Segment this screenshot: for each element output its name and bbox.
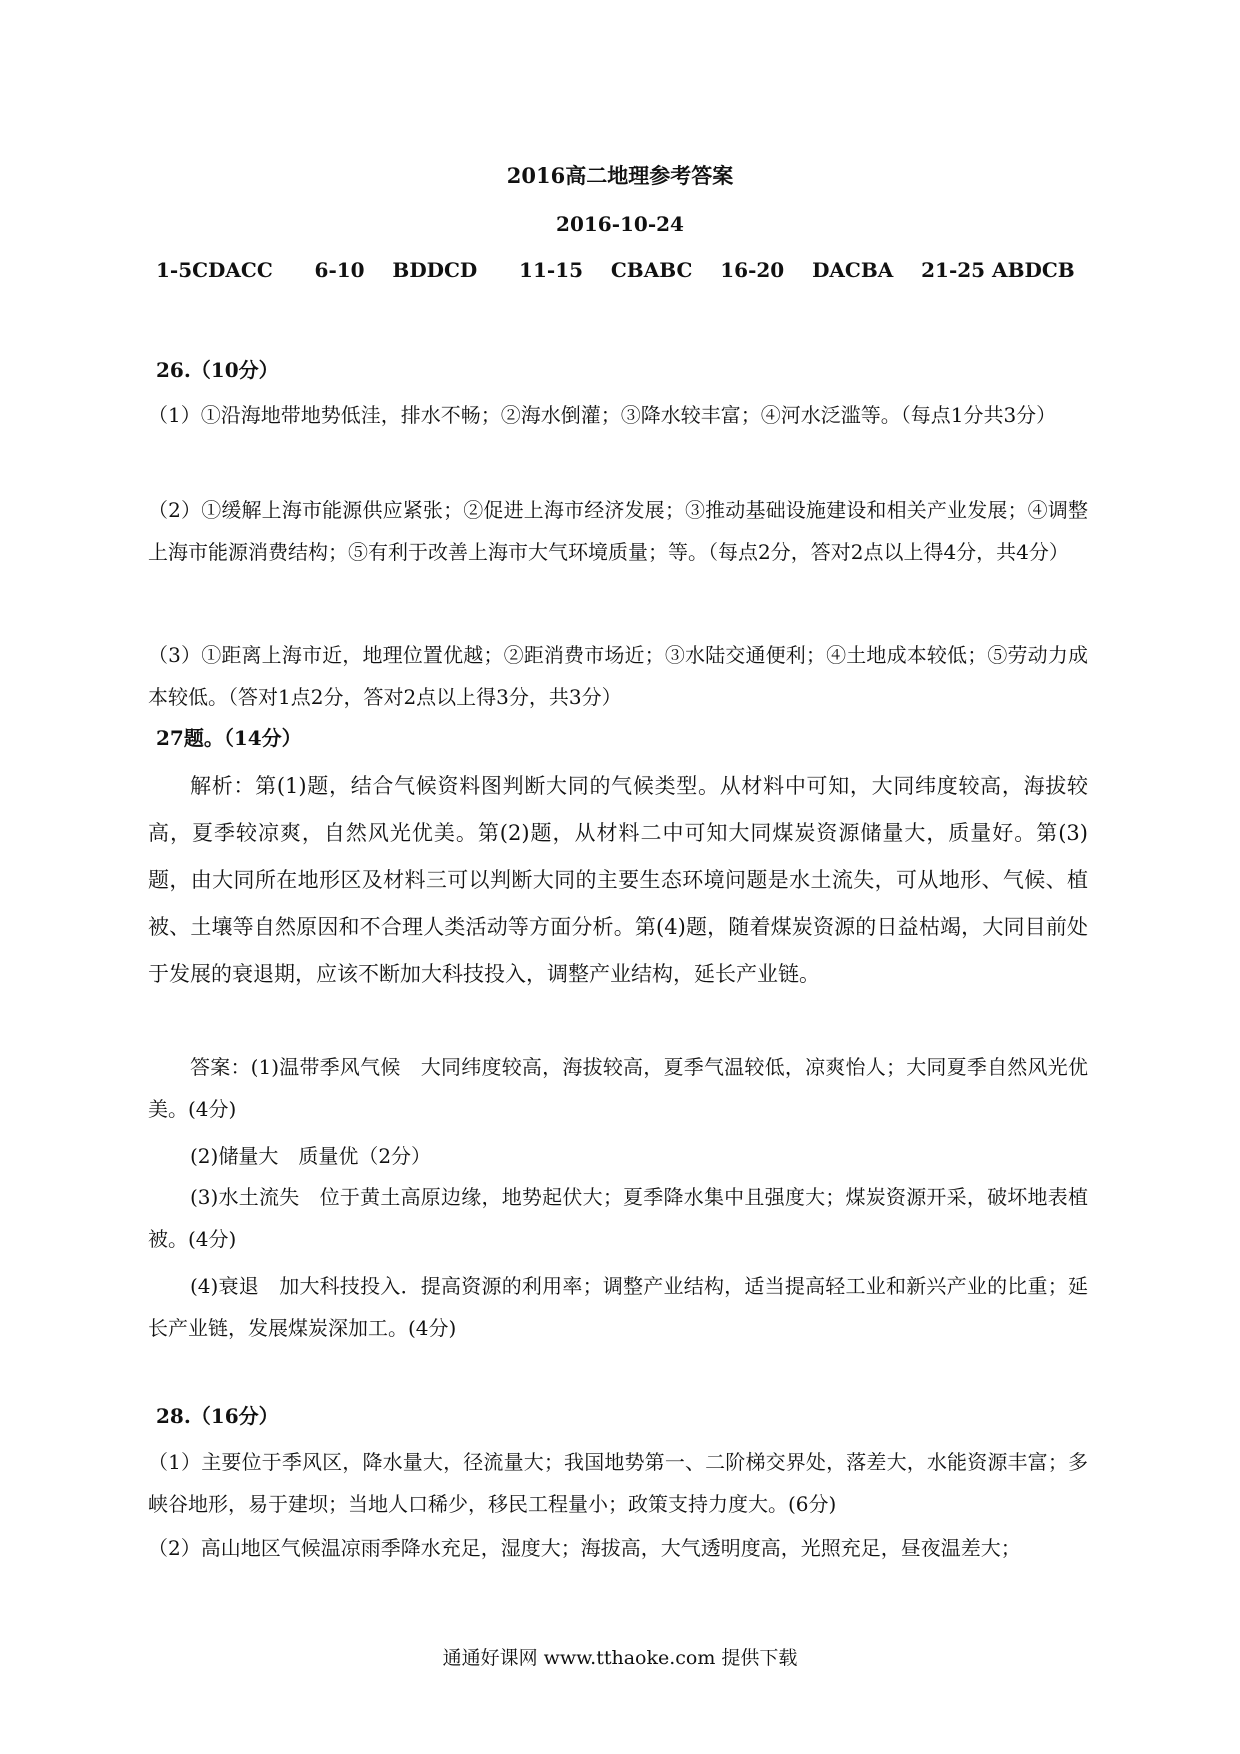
q27-answer-3: (3)水土流失 位于黄土高原边缘，地势起伏大；夏季降水集中且强度大；煤炭资源开采，破坏地表植被。(4分) <box>148 1185 1088 1251</box>
q27-answer-1: 答案：(1)温带季风气候 大同纬度较高，海拔较高，夏季气温较低，凉爽怡人；大同夏季自然风光优美。(4分) <box>148 1055 1088 1121</box>
q26-part3: （3）①距离上海市近，地理位置优越；②距消费市场近；③水陆交通便利；④土地成本较低；⑤劳动力成本较低。（答对1点2分，答对2点以上得3分，共3分） <box>148 643 1088 709</box>
q27-header: 27题。（14分） <box>156 726 302 750</box>
q28-header: 28.（16分） <box>156 1404 279 1428</box>
q27-answer-2: (2)储量大 质量优（2分） <box>190 1144 432 1168</box>
q26-part1: （1）①沿海地带地势低洼，排水不畅；②海水倒灌；③降水较丰富；④河水泛滥等。（每点1分共3分） <box>148 403 1057 427</box>
q26-part2: （2）①缓解上海市能源供应紧张；②促进上海市经济发展；③推动基础设施建设和相关产业发展；④调整上海市能源消费结构；⑤有利于改善上海市大气环境质量；等。（每点2分，答对2点以上得4分，共4分） <box>148 498 1088 564</box>
q27-analysis: 解析：第(1)题，结合气候资料图判断大同的气候类型。从材料中可知，大同纬度较高，海拔较高，夏季较凉爽，自然风光优美。第(2)题，从材料二中可知大同煤炭资源储量大，质量好。第(3)题，由大同所在地形区及材料三可以判断大同的主要生态环境问题是水土流失，可从地形、气候、植被、土壤等自然原因和不合理人类活动等方面分析。第(4)题，随着煤炭资源的日益枯竭，大同目前处于发展的衰退期，应该不断加大科技投入，调整产业结构，延长产业链。 <box>148 774 1088 986</box>
q27-answer-4: (4)衰退 加大科技投入．提高资源的利用率；调整产业结构，适当提高轻工业和新兴产业的比重；延长产业链，发展煤炭深加工。(4分) <box>148 1274 1088 1340</box>
q26-header: 26.（10分） <box>156 358 279 382</box>
choice-answers: 1-5CDACC 6-10 BDDCD 11-15 CBABC 16-20 DACBA 21-25 ABDCB <box>156 258 1075 282</box>
q28-part1: （1）主要位于季风区，降水量大，径流量大；我国地势第一、二阶梯交界处，落差大，水能资源丰富；多峡谷地形，易于建坝；当地人口稀少，移民工程量小；政策支持力度大。(6分) <box>148 1450 1088 1516</box>
q28-part2: （2）高山地区气候温凉雨季降水充足，湿度大；海拔高，大气透明度高，光照充足，昼夜温差大； <box>148 1536 1021 1560</box>
document-title: 2016高二地理参考答案 <box>506 163 734 188</box>
footer-source: 通通好课网 www.tthaoke.com 提供下载 <box>442 1647 798 1669</box>
document-date: 2016-10-24 <box>556 212 684 236</box>
